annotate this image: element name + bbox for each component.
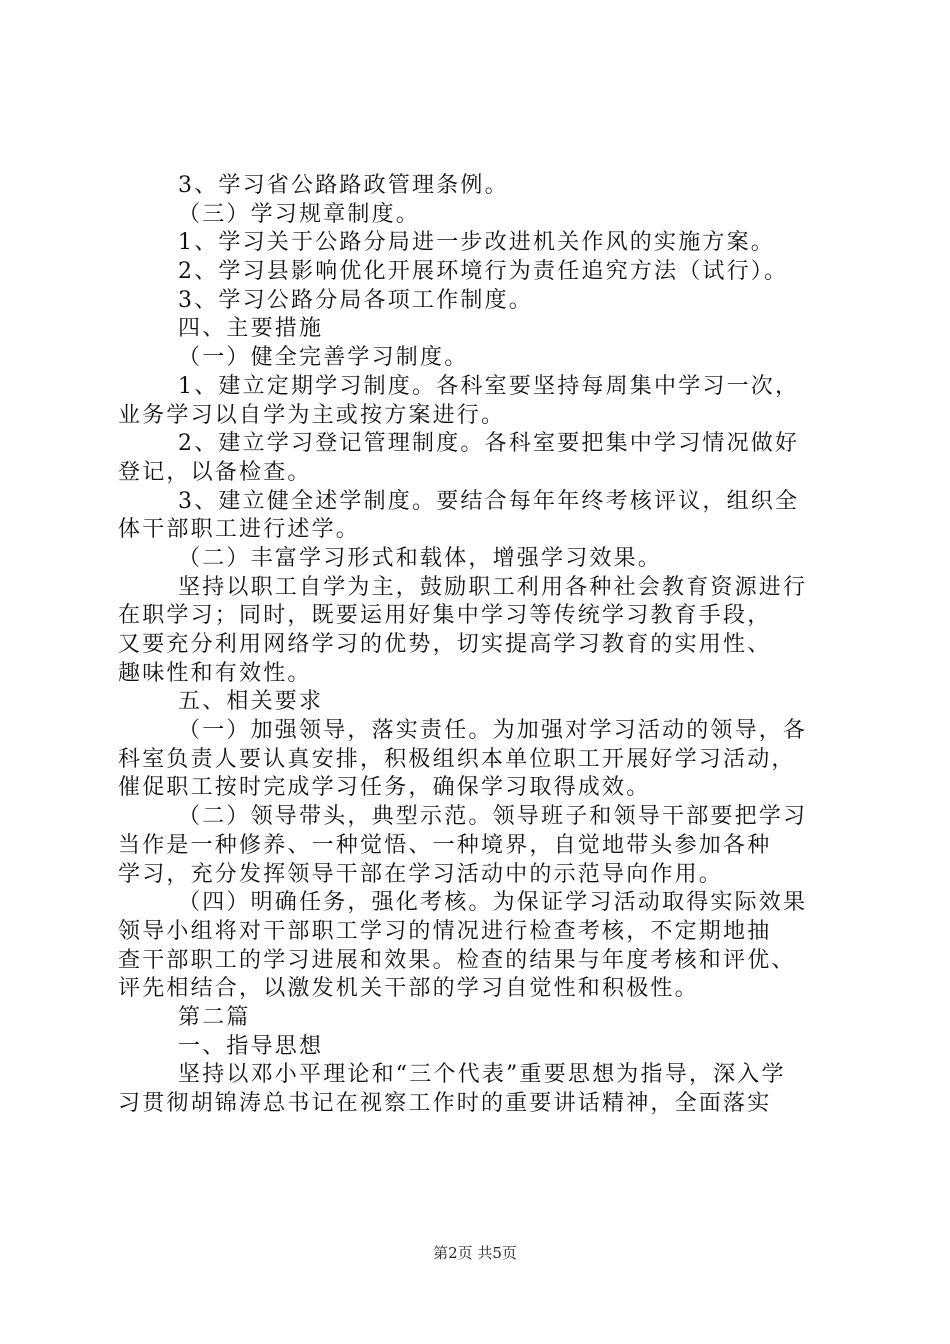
text-line: 催促职工按时完成学习任务，确保学习取得成效。 [118, 775, 651, 801]
text-line: 3、学习省公路路政管理条例。 [178, 173, 509, 198]
text-line: 又要充分利用网络学习的优势，切实提高学习教育的实用性、 [118, 632, 772, 657]
text-line: 趣味性和有效性。 [118, 660, 312, 686]
text-line: 2、建立学习登记管理制度。各科室要把集中学习情况做好 [178, 431, 800, 457]
text-line: 3、学习公路分局各项工作制度。 [178, 287, 533, 313]
text-line: 领导小组将对干部职工学习的情况进行检查考核，不定期地抽 [118, 918, 772, 944]
text-line: （二）领导带头，典型示范。领导班子和领导干部要把学习 [178, 804, 808, 830]
text-line: 坚持以职工自学为主，鼓励职工利用各种社会教育资源进行 [178, 574, 808, 600]
text-line: 科室负责人要认真安排，积极组织本单位职工开展好学习活动， [118, 746, 796, 772]
text-line: 登记，以备检查。 [118, 459, 312, 485]
page-number-footer: 第2页 共5页 [433, 1244, 517, 1262]
text-line: 习贯彻胡锦涛总书记在视察工作时的重要讲话精神，全面落实 [118, 1091, 772, 1116]
text-line: （一）健全完善学习制度。 [178, 345, 469, 371]
text-line: 2、学习县影响优化开展环境行为责任追究方法（试行）。 [178, 259, 789, 285]
text-line: 在职学习；同时，既要运用好集中学习等传统学习教育手段， [118, 603, 772, 629]
text-line: 3、建立健全述学制度。要结合每年年终考核评议，组织全 [178, 488, 800, 514]
text-line: 学习，充分发挥领导干部在学习活动中的示范导向作用。 [118, 861, 724, 887]
text-line: （四）明确任务，强化考核。为保证学习活动取得实际效果 [178, 890, 808, 916]
text-line: 体干部职工进行述学。 [118, 517, 361, 543]
text-line: 当作是一种修养、一种觉悟、一种境界，自觉地带头参加各种 [118, 832, 772, 858]
text-line: 查干部职工的学习进展和效果。检查的结果与年度考核和评优、 [118, 947, 796, 973]
text-line: 1、建立定期学习制度。各科室要坚持每周集中学习一次， [178, 373, 800, 399]
text-line: （三）学习规章制度。 [178, 201, 421, 227]
text-line: （二）丰富学习形式和载体，增强学习效果。 [178, 545, 663, 571]
text-line: 业务学习以自学为主或按方案进行。 [118, 402, 506, 428]
text-line: 评先相结合，以激发机关干部的学习自觉性和积极性。 [118, 976, 699, 1002]
section-heading: 一、指导思想 [178, 1033, 324, 1059]
document-body [118, 172, 838, 1119]
text-line: 坚持以邓小平理论和“三个代表”重要思想为指导，深入学 [178, 1062, 786, 1088]
text-line: （一）加强领导，落实责任。为加强对学习活动的领导，各 [178, 718, 808, 744]
section-heading: 五、相关要求 [178, 689, 324, 715]
text-line: 1、学习关于公路分局进一步改进机关作风的实施方案。 [178, 230, 775, 256]
section-heading: 第二篇 [178, 1004, 251, 1030]
section-heading: 四、主要措施 [178, 316, 324, 342]
